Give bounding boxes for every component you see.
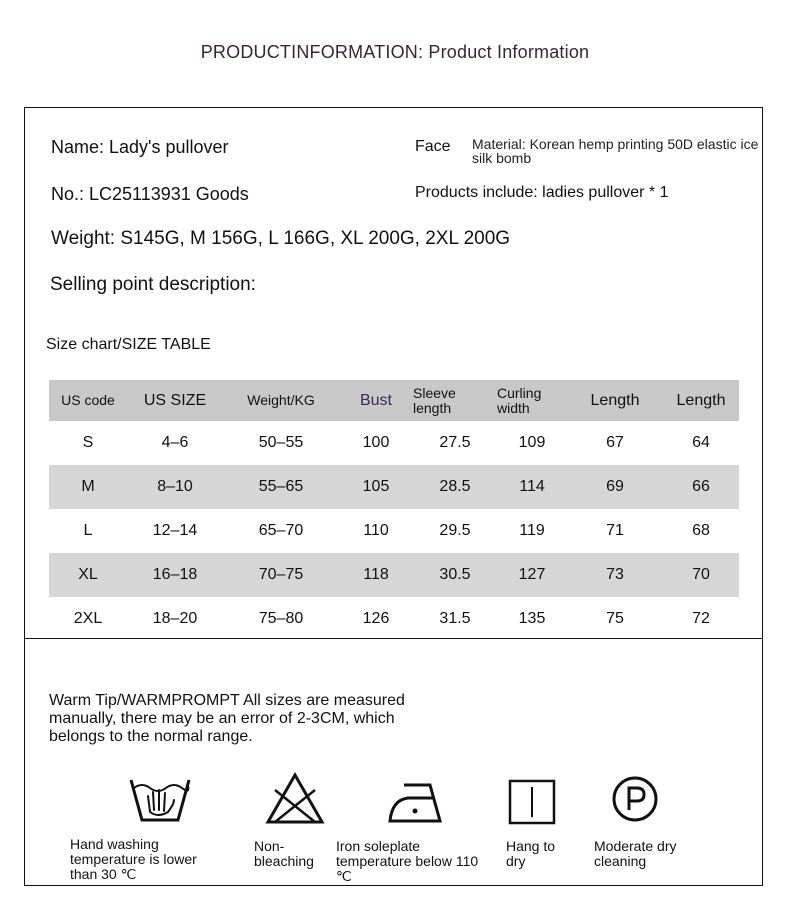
iron-label: Iron soleplate temperature below 110 ℃ xyxy=(336,838,479,884)
header-curling-width: Curling width xyxy=(497,384,542,416)
face-label: Face xyxy=(415,138,451,155)
header-us-size: US SIZE xyxy=(143,392,207,409)
no-bleach-icon xyxy=(265,772,325,826)
hang-dry-icon xyxy=(508,779,556,825)
hand-wash-icon xyxy=(128,774,192,824)
hand-wash-label: Hand washing temperature is lower than 30 ℃ xyxy=(70,836,197,882)
table-row xyxy=(49,509,739,553)
size-chart-label: Size chart/SIZE TABLE xyxy=(46,336,211,353)
table-cell: 109 xyxy=(518,434,546,451)
table-cell: 28.5 xyxy=(439,478,471,495)
table-cell: 105 xyxy=(362,478,390,495)
table-cell: 8–10 xyxy=(157,478,193,495)
table-cell: 135 xyxy=(518,610,546,627)
table-cell: 110 xyxy=(363,522,389,539)
table-cell: 50–55 xyxy=(258,434,304,451)
table-cell: 100 xyxy=(362,434,390,451)
no-bleach-label: Non-bleaching xyxy=(254,838,314,869)
table-cell: 69 xyxy=(606,478,624,495)
header-length-2: Length xyxy=(676,392,726,409)
table-cell: L xyxy=(83,522,93,539)
table-cell: 2XL xyxy=(73,610,103,627)
table-cell: 30.5 xyxy=(439,566,471,583)
table-cell: 66 xyxy=(692,478,710,495)
table-cell: 127 xyxy=(518,566,546,583)
weight-line: Weight: S145G, M 156G, L 166G, XL 200G, 2XL 200G xyxy=(51,228,511,249)
table-cell: 75–80 xyxy=(258,610,304,627)
table-cell: 118 xyxy=(363,566,389,583)
table-cell: 73 xyxy=(606,566,624,583)
warm-tip: Warm Tip/WARMPROMPT All sizes are measured manually, there may be an error of 2-3CM, which belongs to the normal range. xyxy=(49,692,405,745)
table-row xyxy=(49,553,739,597)
iron-icon xyxy=(388,782,442,824)
table-row xyxy=(49,465,739,509)
dry-clean-icon xyxy=(611,775,659,823)
table-cell: 31.5 xyxy=(439,610,471,627)
table-cell: 16–18 xyxy=(152,566,198,583)
dry-clean-label: Moderate dry cleaning xyxy=(594,838,677,869)
table-cell: 4–6 xyxy=(161,434,189,451)
table-cell: 126 xyxy=(362,610,390,627)
table-cell: 55–65 xyxy=(258,478,304,495)
table-cell: 27.5 xyxy=(439,434,471,451)
table-cell: 65–70 xyxy=(258,522,304,539)
table-cell: 67 xyxy=(606,434,624,451)
header-length: Length xyxy=(590,392,640,409)
table-cell: 68 xyxy=(692,522,710,539)
table-cell: 70 xyxy=(692,566,710,583)
table-cell: 119 xyxy=(519,522,545,539)
table-cell: 75 xyxy=(606,610,624,627)
size-table xyxy=(49,380,739,641)
table-cell: 12–14 xyxy=(152,522,198,539)
selling-point-heading: Selling point description: xyxy=(50,274,256,295)
table-cell: 72 xyxy=(692,610,710,627)
material-text: Material: Korean hemp printing 50D elastic ice silk bomb xyxy=(472,136,759,166)
table-cell: 114 xyxy=(519,478,545,495)
table-cell: 18–20 xyxy=(152,610,198,627)
products-include: Products include: ladies pullover * 1 xyxy=(415,184,669,201)
table-cell: M xyxy=(81,478,95,495)
product-name: Name: Lady's pullover xyxy=(51,137,229,157)
header-weight: Weight/KG xyxy=(247,392,315,408)
table-cell: 64 xyxy=(692,434,710,451)
page-title: PRODUCTINFORMATION: Product Information xyxy=(200,42,590,62)
product-number: No.: LC25113931 Goods xyxy=(51,184,249,204)
table-cell: S xyxy=(82,434,94,451)
table-cell: 29.5 xyxy=(439,522,471,539)
header-sleeve-length: Sleeve length xyxy=(413,384,456,416)
table-cell: XL xyxy=(78,566,98,583)
table-cell: 70–75 xyxy=(258,566,304,583)
table-header-row xyxy=(49,380,739,421)
hang-dry-label: Hang to dry xyxy=(506,838,556,869)
header-us-code: US code xyxy=(61,392,115,408)
table-row xyxy=(49,421,739,465)
table-row xyxy=(49,597,739,641)
table-cell: 71 xyxy=(606,522,624,539)
header-bust: Bust xyxy=(359,392,392,409)
